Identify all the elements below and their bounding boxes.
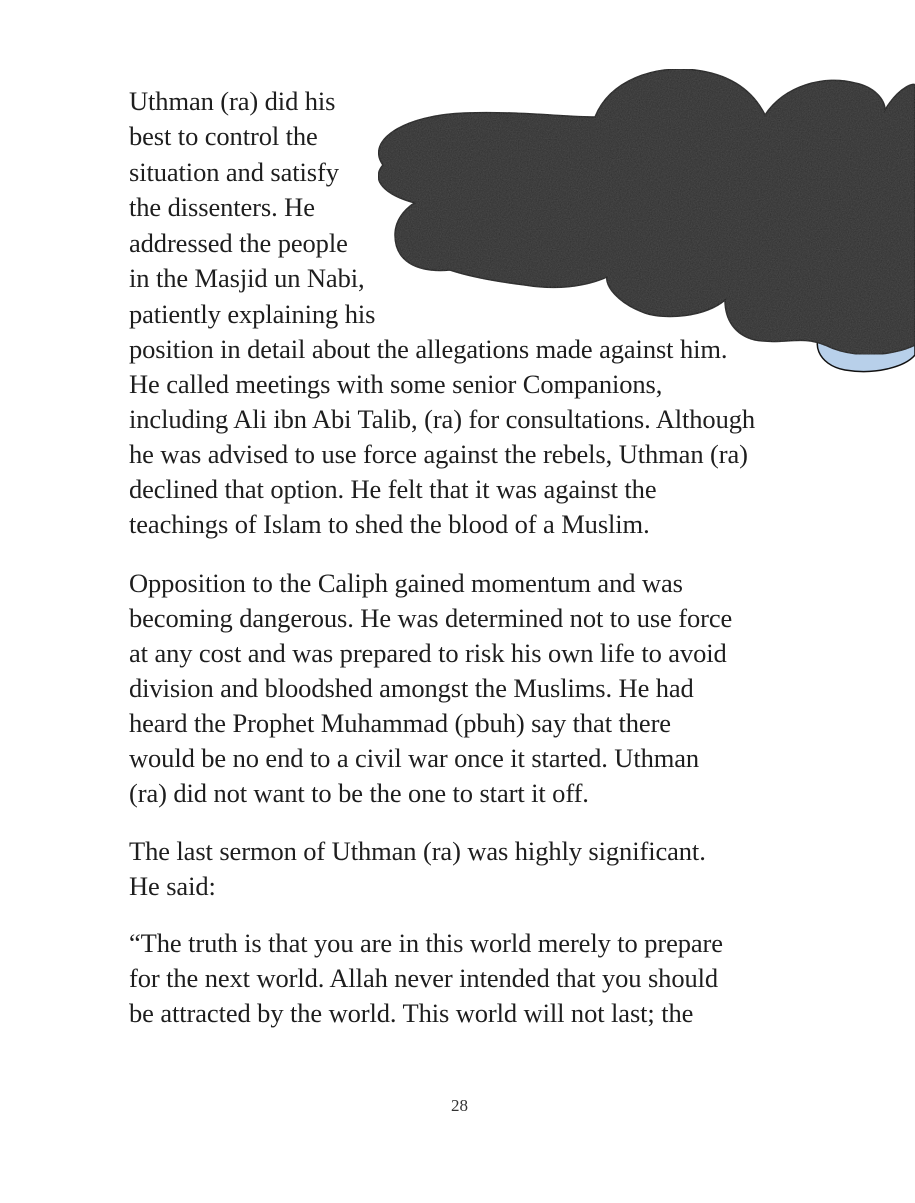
text-line: “The truth is that you are in this world merely to prepare: [129, 928, 723, 958]
text-line: the dissenters. He: [129, 192, 315, 222]
dark-cloud: [378, 69, 915, 354]
text-line: in the Masjid un Nabi,: [129, 263, 365, 293]
text-line: heard the Prophet Muhammad (pbuh) say that there: [129, 708, 671, 738]
text-line: he was advised to use force against the rebels, Uthman (ra): [129, 439, 748, 469]
text-line: The last sermon of Uthman (ra) was highly significant.: [129, 836, 706, 866]
text-line: teachings of Islam to shed the blood of a Muslim.: [129, 509, 650, 539]
text-line: situation and satisfy: [129, 157, 339, 187]
page-number: 28: [451, 1096, 468, 1115]
text-line: becoming dangerous. He was determined not to use force: [129, 603, 733, 633]
text-line: (ra) did not want to be the one to start it off.: [129, 778, 589, 808]
text-line: addressed the people: [129, 228, 348, 258]
text-line: declined that option. He felt that it was against the: [129, 474, 657, 504]
text-line: He called meetings with some senior Companions,: [129, 369, 663, 399]
text-line: including Ali ibn Abi Talib, (ra) for consultations. Although: [129, 404, 756, 434]
text-line: He said:: [129, 871, 216, 901]
text-line: patiently explaining his: [129, 299, 376, 329]
text-line: Uthman (ra) did his: [129, 86, 336, 116]
text-line: be attracted by the world. This world will not last; the: [129, 998, 694, 1028]
text-line: best to control the: [129, 121, 318, 151]
text-line: division and bloodshed amongst the Muslims. He had: [129, 673, 694, 703]
text-line: Opposition to the Caliph gained momentum and was: [129, 568, 683, 598]
text-line: at any cost and was prepared to risk his own life to avoid: [129, 638, 727, 668]
text-line: for the next world. Allah never intended that you should: [129, 963, 719, 993]
text-line: position in detail about the allegations made against him.: [129, 334, 728, 364]
text-line: would be no end to a civil war once it started. Uthman: [129, 743, 700, 773]
